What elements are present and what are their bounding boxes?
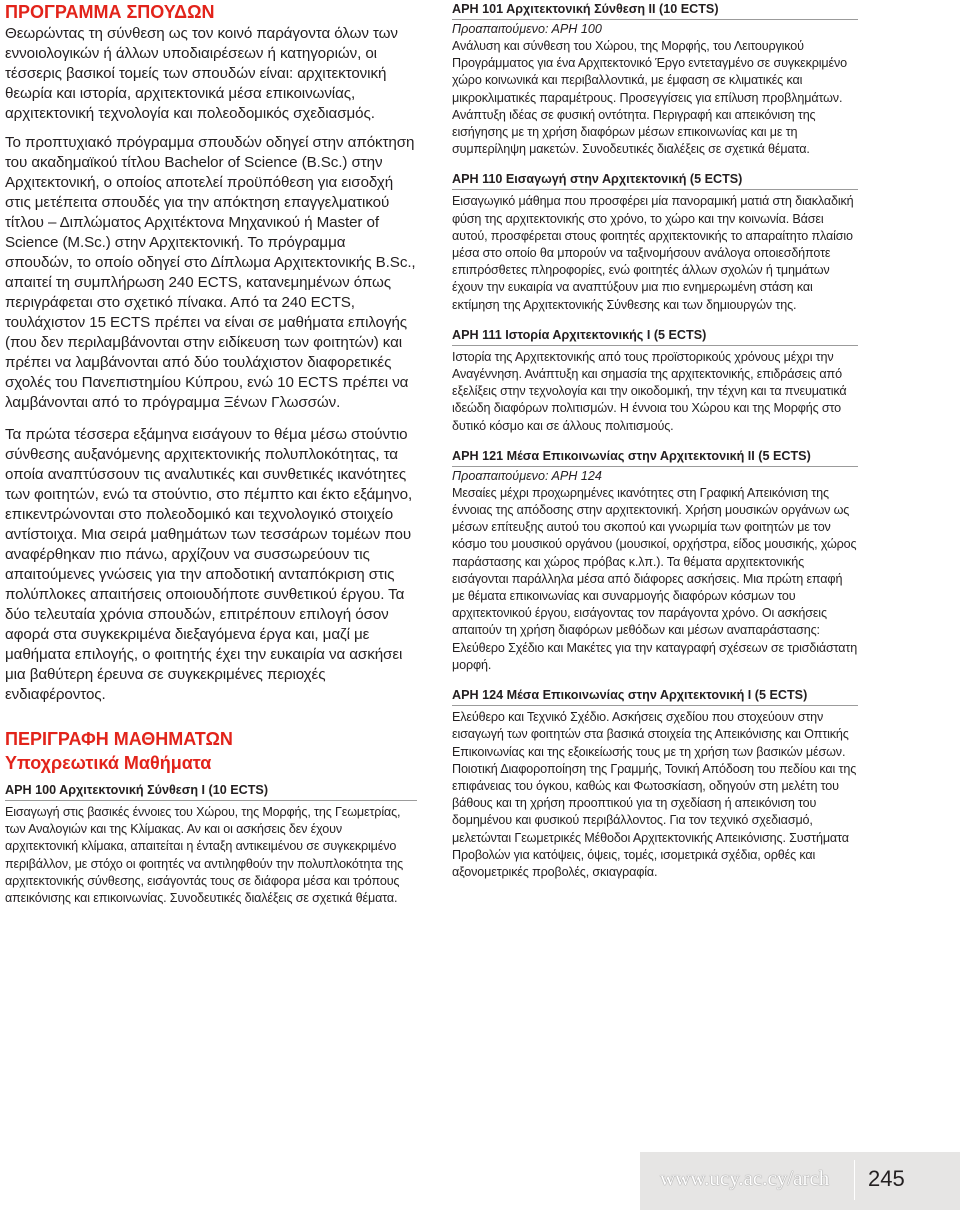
courses-section-subtitle: Υποχρεωτικά Μαθήματα <box>5 753 212 773</box>
right-column <box>452 0 858 881</box>
course-description: Ελεύθερο και Τεχνικό Σχέδιο. Ασκήσεις σχεδίου που στοχεύουν στην εισαγωγή των φοιτητών στα βασικά στοιχεία της Απεικόνισης και Οπτικής Επικοινωνίας και της εξοικείωσής τους με τη χρήση των βασικών μέσων. Ποιοτική Διαφοροποίηση της Γραμμής, Τονική Απόδοση του πεδίου και της επιφάνειας του όγκου, καθώς και Φωτοσκίαση, οδηγούν στη μελέτη του βάθους και τη χρήση προοπτικού για τη σχεδίαση ή απεικόνιση του δομημένου και φυσικού περιβάλλοντος. Για τον τεχνικό σχεδιασμό, μελετώνται Γεωμετρικές Μέθοδοι Αρχιτεκτονικής Απεικόνισης. Συστήματα Προβολών για κατόψεις, όψεις, τομές, ισομετρικά σχέδια, ορθές και αξονομετρικές προβολές, σκιαγραφία. <box>452 710 857 879</box>
program-paragraph-2: Το προπτυχιακό πρόγραμμα σπουδών οδηγεί στην απόκτηση του ακαδημαϊκού τίτλου Bachelor of Science (B.Sc.) στην Αρχιτεκτονική, ο οποίος αποτελεί προϋπόθεση για εισοδχή στις μετέπειτα σπουδές για την απόκτηση επαγγελματικού τίτλου – Διπλώματος Αρχιτέκτονα Μηχανικού ή Master of Science (M.Sc.) στην Αρχιτεκτονική. Το πρόγραμμα σπουδών, το οποίο οδηγεί στο Δίπλωμα Αρχιτεκτονικής B.Sc., απαιτεί τη συμπλήρωση 240 ECTS, κατανεμημένων όπως περιγράφεται στο σχετικό πίνακα. Από τα 240 ECTS, τουλάχιστον 15 ECTS πρέπει να είναι σε μαθήματα επιλογής (που δεν περιλαμβάνονται στην ειδίκευση των φοιτητών) και πρέπει να λαμβάνονται από δύο τουλάχιστον διαφορετικές σχολές του Πανεπιστημίου Κύπρου, ενώ 10 ECTS πρέπει να λαμβάνονται από το πρόγραμμα Ξένων Γλωσσών. <box>5 134 416 411</box>
course-title: ΑΡΗ 110 Εισαγωγή στην Αρχιτεκτονική (5 ECTS) <box>452 170 858 190</box>
course-prerequisite: Προαπαιτούμενο: ΑΡΗ 100 <box>452 22 602 36</box>
course-aph111 <box>452 326 858 435</box>
course-aph124 <box>452 686 858 881</box>
course-aph100 <box>5 781 417 907</box>
footer-divider <box>854 1160 855 1200</box>
program-paragraph-1: Θεωρώντας τη σύνθεση ως τον κοινό παράγοντα όλων των εννοιολογικών ή άλλων υποδιαιρέσεων ή κατηγοριών, οι τέσσερις βασικοί τομείς των σπουδών είναι: αρχιτεκτονική θεωρία και ιστορία, αρχιτεκτονικά μέσα επικοινωνίας, αρχιτεκτονική τεχνολογία και πολεοδομικός σχεδιασμός. <box>5 25 398 122</box>
courses-section-title: ΠΕΡΙΓΡΑΦΗ ΜΑΘΗΜΑΤΩΝ <box>5 729 233 749</box>
course-prerequisite: Προαπαιτούμενο: ΑΡΗ 124 <box>452 468 602 483</box>
course-aph110 <box>452 170 858 313</box>
course-description: Ιστορία της Αρχιτεκτονικής από τους προϊστορικούς χρόνους μέχρι την Αναγέννηση. Ανάπτυξη και σημασία της αρχιτεκτονικής, επιδράσεις από εξελίξεις στην τεχνολογία και την οικοδομική, την τέχνη και τα πνευματικά ιδεώδη διαφόρων πολιτισμών. Η έννοια του Χώρου και της Μορφής στο δυτικό κόσμο και σε άλλους πολιτισμούς. <box>452 349 847 433</box>
course-aph121 <box>452 447 858 674</box>
course-description: Εισαγωγικό μάθημα που προσφέρει μία πανοραμική ματιά στη διακλαδική φύση της αρχιτεκτονικής στο χρόνο, το χώρο και την κοινωνία. Βάσει αυτού, προσφέρεται στους φοιτητές αρχιτεκτονικής το απαραίτητο πλαίσιο μέσα στο οποίο θα μπορούν να ταξινομήσουν ανάλογα οποιεσδήποτε επιπρόσθετες πληροφορίες, ενώ φοιτητές άλλων σχολών ή τμημάτων έχουν την ευκαιρία να αναπτύξουν μια πιο ενημερωμένη στάση και εκτίμηση της Αρχιτεκτονικής Σύνθεσης και των δημιουργών της. <box>452 194 854 312</box>
program-title: ΠΡΟΓΡΑΜΜΑ ΣΠΟΥΔΩΝ <box>5 2 215 22</box>
footer-url: www.ucy.ac.cy/arch <box>660 1166 830 1190</box>
left-column <box>5 0 417 907</box>
course-description: Εισαγωγή στις βασικές έννοιες του Χώρου, της Μορφής, της Γεωμετρίας, των Αναλογιών και της Κλίμακας. Αν και οι ασκήσεις δεν έχουν αρχιτεκτονική κλίμακα, απαιτείται η ένταξη αντικειμένου σε συγκεκριμένο περιβάλλον, με στόχο οι φοιτητές να αντιληφθούν την πολυπλοκότητα της αρχιτεκτονικής σύνθεσης, εισάγοντάς τους σε διάφορα μέσα και τρόπους απεικόνισης και επικοινωνίας. Συνοδευτικές διαλέξεις σε σχετικά θέματα. <box>5 805 403 906</box>
course-title: ΑΡΗ 100 Αρχιτεκτονική Σύνθεση Ι (10 ECTS) <box>5 781 417 801</box>
course-title: ΑΡΗ 101 Αρχιτεκτονική Σύνθεση ΙΙ (10 ECTS) <box>452 0 858 20</box>
page-footer <box>640 1152 960 1210</box>
course-description: Μεσαίες μέχρι προχωρημένες ικανότητες στη Γραφική Απεικόνιση της έννοιας της απόδοσης στην αρχιτεκτονική. Χρήση μουσικών οργάνων ως μέσων επίτευξης αυτού του σκοπού και γνωριμία των φοιτητών με τον κόσμο του μουσικού οργάνου (μουσικοί, ορχήστρα, είδος μουσικής, χώρος παράστασης και χώρος πρόβας κ.λπ.). Τα θέματα αρχιτεκτονικής εισάγονται παράλληλα μέσα από διάφορες ασκήσεις. Μια πρώτη επαφή με θέματα επικοινωνίας και συναρμογής διαφόρων κόσμων του αρχιτεκτονικού έργου, εισάγοντας τον παράγοντα χρόνο. Οι ασκήσεις απαιτούν τη χρήση διαφόρων μεθόδων και μέσων αναπαράστασης: Ελεύθερο Σχέδιο και Μακέτες για την καταγραφή σχέσεων σε τρισδιάστατη μορφή. <box>452 485 858 672</box>
course-aph101 <box>452 0 858 158</box>
course-title: ΑΡΗ 111 Ιστορία Αρχιτεκτονικής Ι (5 ECTS) <box>452 326 858 346</box>
program-paragraph-3: Τα πρώτα τέσσερα εξάμηνα εισάγουν το θέμα μέσω στούντιο σύνθεσης αυξανόμενης αρχιτεκτονικής πολυπλοκότητας, τα οποία αναπτύσσουν τις αναλυτικές και συνθετικές ικανότητες των φοιτητών, ενώ τα στούντιο, στο πέμπτο και έκτο εξάμηνο, επικεντρώνονται στο πολεοδομικό και τεχνολογικό στοιχείο αντίστοιχα. Μια σειρά μαθημάτων των τεσσάρων τομέων που αναφέρθηκαν πιο πάνω, αρχίζουν να συσσωρεύουν τις απαιτούμενες γνώσεις για την αποδοτική ανταπόκριση στις πολύπλοκες απαιτήσεις οποιουδήποτε συνθετικού έργου. Τα δύο τελευταία χρόνια σπουδών, επιτρέπουν επιλογή όσον αφορά στα συγκεκριμένα διεξαγόμενα έργα και, μαζί με μαθήματα επιλογής, ο φοιτητής έχει την ευκαιρία να ασκήσει μια βαθύτερη έρευνα σε συγκεκριμένες περιοχές ενδιαφέροντος. <box>5 426 413 703</box>
course-title: ΑΡΗ 124 Μέσα Επικοινωνίας στην Αρχιτεκτονική Ι (5 ECTS) <box>452 686 858 706</box>
course-title: ΑΡΗ 121 Μέσα Επικοινωνίας στην Αρχιτεκτονική ΙΙ (5 ECTS) <box>452 447 858 467</box>
course-description: Ανάλυση και σύνθεση του Χώρου, της Μορφής, του Λειτουργικού Προγράμματος για ένα Αρχιτεκτονικό Έργο εντεταγμένο σε συγκεκριμένο χώρο κοινωνικά και περιβαλλοντικά, με έμφαση σε κλιματικές και μικροκλιματικές παραμέτρους. Προσεγγίσεις για επίλυση προβλημάτων. Ανάπτυξη ιδέας σε φυσική οντότητα. Περιγραφή και απεικόνιση της εισήγησης με τη χρήση διαφόρων μέσων επικοινωνίας και με τη συμπερίληψη μακετών. Συνοδευτικές διαλέξεις σε σχετικά θέματα. <box>452 39 847 157</box>
page-number: 245 <box>868 1166 905 1191</box>
